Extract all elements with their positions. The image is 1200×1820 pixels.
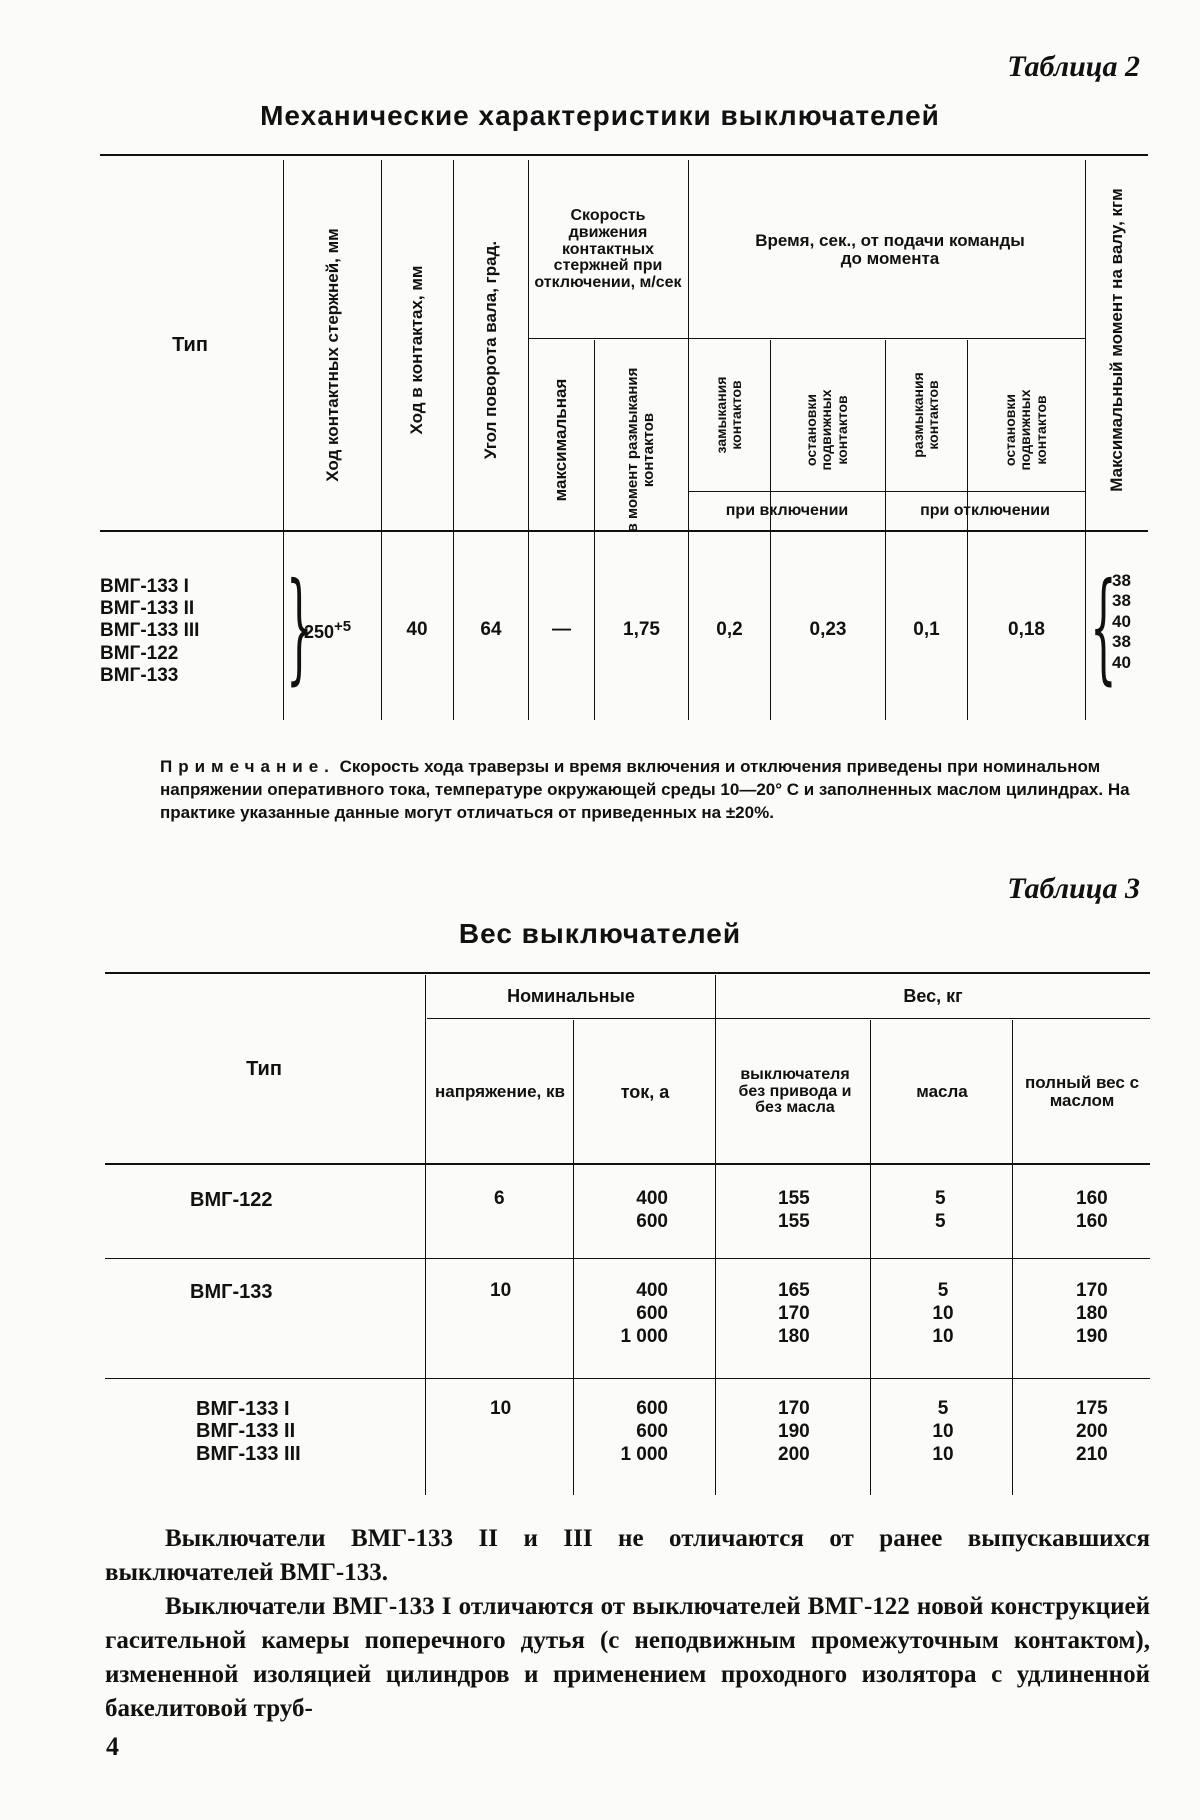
col-torque-header: Максимальный момент на валу, кгм	[1106, 188, 1126, 492]
torque-values: 38 38 40 38 40	[1112, 571, 1131, 672]
t3-row2-current: 400 600 1 000	[620, 1280, 668, 1347]
t-close-contact-value: 0,2	[716, 619, 743, 641]
col-travel-header: Ход в контактах, мм	[406, 265, 426, 435]
t3-row2-type: ВМГ-133	[190, 1281, 273, 1303]
left-brace: }	[286, 558, 313, 697]
t3-row1-type: ВМГ-122	[190, 1189, 273, 1211]
t-open-contact-value: 0,1	[913, 619, 940, 641]
t3-row2-voltage: 10	[490, 1280, 512, 1301]
t3-current-header: ток, а	[620, 1081, 670, 1102]
table2-title: Механические характеристики выключателей	[260, 100, 940, 131]
col-t-close-contact-header: замыкания контактов	[712, 376, 744, 454]
t3-row3-voltage: 10	[490, 1398, 512, 1419]
col-t-open-stop-header: остановки подвижных контактов	[1001, 389, 1049, 471]
angle-value: 64	[480, 619, 502, 641]
stroke-tolerance: +5	[334, 618, 352, 635]
t3-w-total-header: полный вес с маслом	[1024, 1073, 1140, 1110]
t3-row2-w-oil: 5 10 10	[932, 1280, 954, 1347]
page-number: 4	[106, 1732, 119, 1761]
body-text	[105, 1522, 1150, 1726]
on-closing-header: при включении	[725, 501, 849, 519]
t3-w-switch-header: выключателя без привода и без масла	[738, 1065, 852, 1117]
stroke-base: 250	[304, 622, 335, 642]
col-t-close-stop-header: остановки подвижных контактов	[802, 389, 850, 471]
time-group-header: Время, сек., от подачи команды до момента	[755, 231, 1025, 268]
speed-group-header: Скорость движения контактных стержней при отключении, м/сек	[534, 207, 682, 292]
t3-row3-w-oil: 5 10 10	[932, 1398, 954, 1465]
t3-row3-w-switch: 170 190 200	[778, 1398, 810, 1465]
t3-col-type-header: Тип	[246, 1057, 282, 1080]
t3-row2-w-switch: 165 170 180	[778, 1280, 810, 1347]
right-brace: {	[1090, 558, 1117, 697]
paragraph-1: Выключатели ВМГ-133 II и III не отличаются от ранее выпускавшихся выключателей ВМГ-133.	[105, 1525, 1150, 1586]
t3-row1-w-total: 160 160	[1076, 1188, 1108, 1232]
t3-voltage-header: напряжение, кв	[435, 1082, 565, 1102]
col-speed-break-header: в момент размыкания контактов	[623, 367, 657, 533]
t3-row1-current: 400 600	[636, 1188, 668, 1232]
col-t-open-contact-header: размыкания контактов	[909, 372, 941, 458]
t3-row3-type: ВМГ-133 I ВМГ-133 II ВМГ-133 III	[196, 1398, 301, 1465]
col-angle-header: Угол поворота вала, град.	[480, 240, 500, 460]
table2-types: ВМГ-133 I ВМГ-133 II ВМГ-133 III ВМГ-122 ВМГ-133	[100, 576, 200, 686]
t3-row1-w-switch: 155 155	[778, 1188, 810, 1232]
col-stroke-header: Ход контактных стержней, мм	[322, 228, 342, 482]
t3-nominal-header: Номинальные	[507, 985, 635, 1006]
t3-row3-w-total: 175 200 210	[1076, 1398, 1108, 1465]
t-open-stop-value: 0,18	[1008, 619, 1045, 641]
t-close-stop-value: 0,23	[809, 619, 847, 641]
t3-row2-w-total: 170 180 190	[1076, 1280, 1108, 1347]
t3-weight-header: Вес, кг	[903, 985, 963, 1006]
table3-label: Таблица 3	[1007, 872, 1140, 905]
travel-value: 40	[406, 619, 428, 641]
on-opening-header: при отключении	[920, 501, 1050, 519]
table3-title: Вес выключателей	[458, 918, 742, 949]
col-speed-max-header: максимальная	[550, 378, 570, 502]
note-prefix: Примечание.	[160, 757, 335, 776]
paragraph-2: Выключатели ВМГ-133 I отличаются от выключателей ВМГ-122 новой конструкцией гасительной камеры поперечного дутья (с неподвижным промежуточным контактом), измененной изоляцией цилиндров и применением проходного изолятора с удлиненной бакелитовой труб-	[105, 1593, 1150, 1722]
t3-row1-voltage: 6	[494, 1188, 505, 1209]
t3-w-oil-header: масла	[916, 1082, 968, 1102]
table2-label: Таблица 2	[1007, 50, 1140, 83]
t3-row3-current: 600 600 1 000	[620, 1398, 668, 1465]
speed-break-value: 1,75	[623, 619, 660, 641]
speed-max-value: —	[552, 619, 571, 641]
col-type-header: Тип	[172, 333, 208, 356]
note-text: Скорость хода траверзы и время включения и отключения приведены при номинальном напряжении оперативного тока, температуре окружающей среды 10—20° С и заполненных маслом цилиндрах. На практике указанные данные могут отличаться от приведенных на ±20%.	[160, 757, 1130, 822]
t3-row1-w-oil: 5 5	[935, 1188, 946, 1232]
